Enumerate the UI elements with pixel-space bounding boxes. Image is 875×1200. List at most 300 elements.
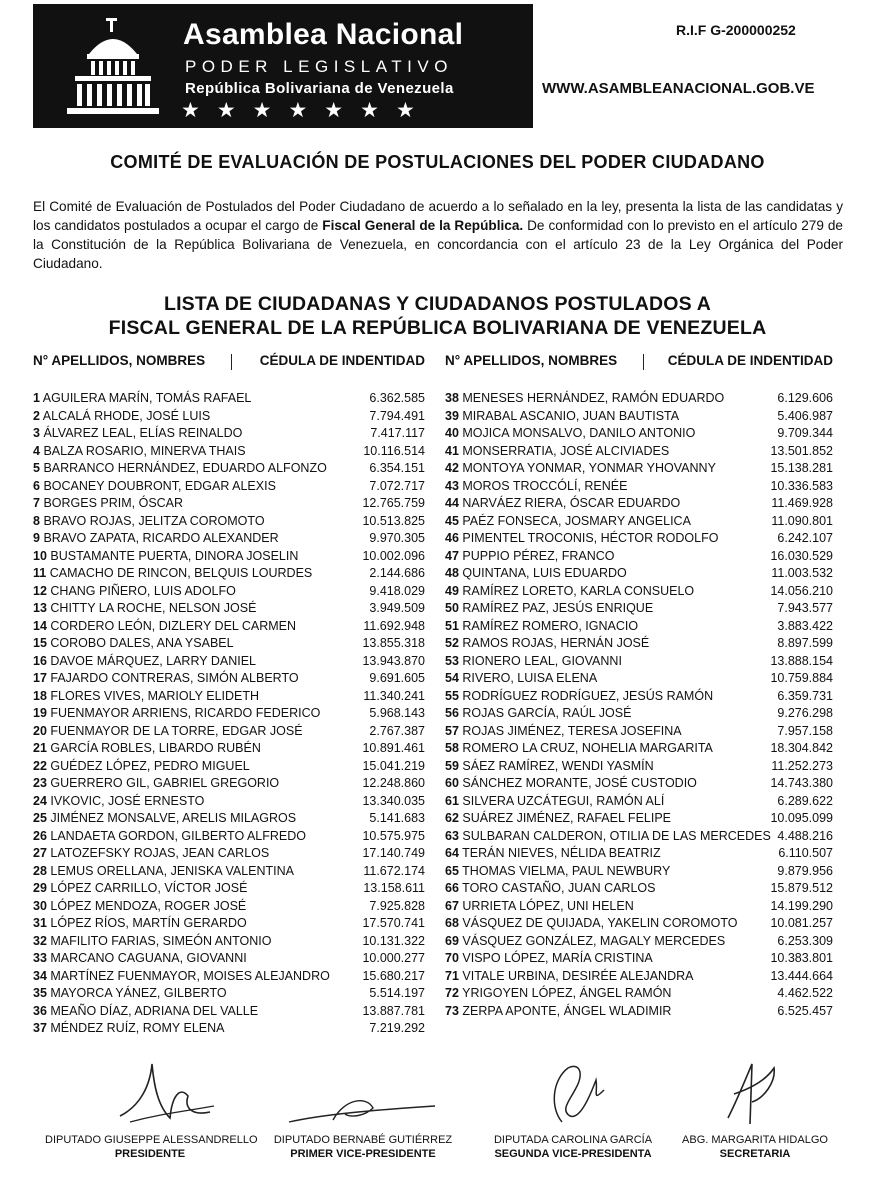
candidate-name: DAVOE MÁRQUEZ, LARRY DANIEL <box>50 653 256 668</box>
candidate-row <box>33 950 425 968</box>
candidate-id-number: 13.501.852 <box>770 443 833 458</box>
candidate-row <box>33 933 425 951</box>
candidate-row <box>33 635 425 653</box>
candidate-row <box>445 688 833 706</box>
candidate-row <box>33 600 425 618</box>
candidate-id-number: 10.336.583 <box>770 478 833 493</box>
candidate-name: LÓPEZ MENDOZA, ROGER JOSÉ <box>50 898 247 913</box>
candidate-number: 68 <box>445 916 459 930</box>
candidate-number: 66 <box>445 881 459 895</box>
candidate-name: JIMÉNEZ MONSALVE, ARELIS MILAGROS <box>50 811 297 825</box>
candidate-name: FUENMAYOR DE LA TORRE, EDGAR JOSÉ <box>50 723 303 738</box>
candidate-number: 14 <box>33 618 47 633</box>
candidate-name: PAÉZ FONSECA, JOSMARY ANGELICA <box>462 513 691 528</box>
candidate-name: FAJARDO CONTRERAS, SIMÓN ALBERTO <box>50 671 299 685</box>
candidate-id-number: 12.248.860 <box>362 776 425 790</box>
candidate-number: 12 <box>33 583 47 598</box>
candidate-id-number: 9.691.605 <box>369 671 425 685</box>
candidate-id-number: 5.514.197 <box>369 986 425 1000</box>
candidate-id-number: 17.140.749 <box>362 846 425 860</box>
candidate-id-number: 11.340.241 <box>363 688 425 703</box>
candidate-number: 51 <box>445 618 459 633</box>
candidate-number: 6 <box>33 478 40 493</box>
candidate-row <box>445 635 833 653</box>
candidate-name: MONSERRATIA, JOSÉ ALCIVIADES <box>462 443 670 458</box>
candidate-row <box>445 530 833 548</box>
candidate-row <box>33 810 425 828</box>
candidate-id-number: 4.462.522 <box>777 986 833 1000</box>
candidate-number: 5 <box>33 461 40 475</box>
candidate-name: BALZA ROSARIO, MINERVA THAIS <box>43 443 246 458</box>
candidate-id-number: 11.692.948 <box>363 618 425 633</box>
candidate-row <box>445 565 833 583</box>
candidate-name: LANDAETA GORDON, GILBERTO ALFREDO <box>50 828 307 843</box>
candidate-number: 63 <box>445 828 459 843</box>
candidate-id-number: 10.081.257 <box>770 916 833 930</box>
column-header-left <box>33 353 425 373</box>
candidate-number: 17 <box>33 671 47 685</box>
candidate-name: MARCANO CAGUANA, GIOVANNI <box>50 951 247 965</box>
candidate-name: LATOZEFSKY ROJAS, JEAN CARLOS <box>50 846 270 860</box>
candidate-id-number: 7.957.158 <box>777 723 833 738</box>
candidate-number: 57 <box>445 723 459 738</box>
candidate-number: 30 <box>33 898 47 913</box>
candidate-id-number: 11.003.532 <box>771 566 833 580</box>
candidate-id-number: 16.030.529 <box>770 548 833 563</box>
header-banner <box>33 4 533 128</box>
candidate-id-number: 11.252.273 <box>771 758 833 773</box>
candidate-row <box>445 950 833 968</box>
candidate-row <box>33 460 425 478</box>
candidate-id-number: 7.219.292 <box>369 1021 425 1035</box>
candidate-name: MAYORCA YÁNEZ, GILBERTO <box>50 986 227 1000</box>
candidate-name: COROBO DALES, ANA YSABEL <box>50 636 234 650</box>
candidate-name: RAMÍREZ LORETO, KARLA CONSUELO <box>462 583 695 598</box>
candidate-id-number: 11.090.801 <box>771 513 833 528</box>
signature-secretary-image <box>722 1058 782 1130</box>
candidate-number: 71 <box>445 968 459 983</box>
candidate-number: 15 <box>33 636 47 650</box>
candidate-number: 59 <box>445 758 459 773</box>
candidate-name: SUÁREZ JIMÉNEZ, RAFAEL FELIPE <box>462 811 672 825</box>
candidate-number: 43 <box>445 478 459 493</box>
candidate-id-number: 6.362.585 <box>369 391 425 405</box>
candidate-name: MIRABAL ASCANIO, JUAN BAUTISTA <box>462 408 680 423</box>
candidate-name: QUINTANA, LUIS EDUARDO <box>462 566 627 580</box>
candidate-name: MARTÍNEZ FUENMAYOR, MOISES ALEJANDRO <box>50 968 330 983</box>
candidate-name: MÉNDEZ RUÍZ, ROMY ELENA <box>50 1021 225 1035</box>
candidate-number: 10 <box>33 548 47 563</box>
candidate-number: 53 <box>445 653 459 668</box>
candidate-row <box>445 513 833 531</box>
candidate-name: RIVERO, LUISA ELENA <box>462 671 598 685</box>
candidate-name: THOMAS VIELMA, PAUL NEWBURY <box>462 863 671 878</box>
intro-text-end: De conformidad con lo previsto en el artículo 279 de la Constitución de la República Bolivariana de Venezuela, en concordancia con el artículo 23 de la Ley Orgánica del Poder Ciudadano. <box>33 218 843 271</box>
candidate-row <box>445 443 833 461</box>
candidate-number: 58 <box>445 741 459 755</box>
candidate-name: RAMÍREZ PAZ, JESÚS ENRIQUE <box>462 601 654 615</box>
candidate-id-number: 14.743.380 <box>770 776 833 790</box>
candidate-number: 49 <box>445 583 459 598</box>
candidate-id-number: 12.765.759 <box>362 496 425 510</box>
candidate-name: MONTOYA YONMAR, YONMAR YHOVANNY <box>462 461 716 475</box>
candidate-name: RAMOS ROJAS, HERNÁN JOSÉ <box>462 636 650 650</box>
candidate-name: BOCANEY DOUBRONT, EDGAR ALEXIS <box>43 478 276 493</box>
candidate-name: BRAVO ZAPATA, RICARDO ALEXANDER <box>43 531 279 545</box>
candidate-row <box>445 775 833 793</box>
candidate-name: YRIGOYEN LÓPEZ, ÁNGEL RAMÓN <box>462 986 672 1000</box>
candidate-id-number: 7.072.717 <box>369 478 425 493</box>
candidate-row <box>445 793 833 811</box>
candidate-name: RAMÍREZ ROMERO, IGNACIO <box>462 618 639 633</box>
candidate-row <box>33 565 425 583</box>
candidate-row <box>33 863 425 881</box>
org-subtitle: PODER LEGISLATIVO <box>185 57 453 76</box>
candidate-number: 23 <box>33 776 47 790</box>
candidate-name: MEAÑO DÍAZ, ADRIANA DEL VALLE <box>50 1003 259 1018</box>
candidate-number: 9 <box>33 531 40 545</box>
candidate-row <box>445 478 833 496</box>
candidate-name: SÁNCHEZ MORANTE, JOSÉ CUSTODIO <box>462 776 697 790</box>
candidate-id-number: 9.418.029 <box>369 583 425 598</box>
candidate-id-number: 7.943.577 <box>777 601 833 615</box>
candidate-row <box>445 425 833 443</box>
column-header-name: N° APELLIDOS, NOMBRES <box>33 353 206 368</box>
candidate-row <box>33 845 425 863</box>
candidate-row <box>33 1003 425 1021</box>
candidate-number: 22 <box>33 758 47 773</box>
candidate-id-number: 9.879.956 <box>777 863 833 878</box>
candidate-name: IVKOVIC, JOSÉ ERNESTO <box>50 793 205 808</box>
candidate-row <box>33 548 425 566</box>
candidate-id-number: 6.110.507 <box>778 846 833 860</box>
candidate-row <box>33 618 425 636</box>
candidate-id-number: 6.359.731 <box>777 688 833 703</box>
org-country: República Bolivariana de Venezuela <box>185 80 454 97</box>
candidate-id-number: 4.488.216 <box>777 828 833 843</box>
candidate-id-number: 7.417.117 <box>370 426 425 440</box>
candidate-id-number: 9.709.344 <box>777 426 833 440</box>
candidate-id-number: 15.138.281 <box>770 461 833 475</box>
candidate-id-number: 13.444.664 <box>770 968 833 983</box>
candidate-name: BARRANCO HERNÁNDEZ, EDUARDO ALFONZO <box>43 461 327 475</box>
candidate-row <box>445 618 833 636</box>
candidate-row <box>445 810 833 828</box>
candidate-id-number: 10.002.096 <box>362 548 425 563</box>
candidate-name: MENESES HERNÁNDEZ, RAMÓN EDUARDO <box>462 391 725 405</box>
candidate-name: BRAVO ROJAS, JELITZA COROMOTO <box>43 513 265 528</box>
candidate-row <box>33 443 425 461</box>
candidate-id-number: 10.131.322 <box>362 933 425 948</box>
candidate-number: 52 <box>445 636 459 650</box>
column-header-name: N° APELLIDOS, NOMBRES <box>445 353 618 368</box>
candidate-id-number: 10.891.461 <box>362 741 425 755</box>
candidate-number: 45 <box>445 513 459 528</box>
candidate-number: 11 <box>33 566 47 580</box>
candidate-row <box>445 933 833 951</box>
candidate-number: 35 <box>33 986 47 1000</box>
candidate-id-number: 17.570.741 <box>362 916 425 930</box>
candidate-number: 72 <box>445 986 459 1000</box>
candidate-row <box>33 408 425 426</box>
candidate-name: VISPO LÓPEZ, MARÍA CRISTINA <box>462 951 653 965</box>
candidate-name: FLORES VIVES, MARIOLY ELIDETH <box>50 688 260 703</box>
candidate-number: 28 <box>33 863 47 878</box>
candidate-id-number: 6.289.622 <box>777 793 833 808</box>
candidate-number: 32 <box>33 933 47 948</box>
candidate-number: 16 <box>33 653 47 668</box>
stars-row: ★★★★★★★ <box>181 99 432 122</box>
signature-first-vice-image <box>285 1092 445 1128</box>
candidate-number: 25 <box>33 811 47 825</box>
candidate-number: 67 <box>445 898 459 913</box>
candidate-row <box>445 845 833 863</box>
candidate-number: 26 <box>33 828 47 843</box>
candidate-number: 70 <box>445 951 459 965</box>
candidate-id-number: 10.575.975 <box>362 828 425 843</box>
candidate-id-number: 5.141.683 <box>369 811 425 825</box>
candidate-row <box>445 670 833 688</box>
candidate-row <box>33 670 425 688</box>
candidate-row <box>445 1003 833 1021</box>
candidate-row <box>445 583 833 601</box>
candidate-id-number: 13.888.154 <box>770 653 833 668</box>
candidate-number: 21 <box>33 741 47 755</box>
candidate-number: 44 <box>445 496 459 510</box>
candidate-number: 38 <box>445 391 459 405</box>
candidate-row <box>33 793 425 811</box>
candidate-name: VITALE URBINA, DESIRÉE ALEJANDRA <box>462 968 694 983</box>
candidate-name: ROJAS JIMÉNEZ, TERESA JOSEFINA <box>462 723 682 738</box>
candidate-number: 33 <box>33 951 47 965</box>
candidate-id-number: 6.253.309 <box>777 933 833 948</box>
candidate-row <box>33 985 425 1003</box>
signer-name-1: DIPUTADO GIUSEPPE ALESSANDRELLO <box>45 1134 258 1146</box>
candidate-number: 37 <box>33 1021 47 1035</box>
candidate-number: 29 <box>33 881 47 895</box>
candidate-id-number: 14.056.210 <box>770 583 833 598</box>
candidate-row <box>33 495 425 513</box>
candidate-id-number: 6.129.606 <box>777 391 833 405</box>
candidate-id-number: 11.672.174 <box>363 863 425 878</box>
candidate-id-number: 7.794.491 <box>369 408 425 423</box>
candidate-row <box>33 583 425 601</box>
candidate-name: VÁSQUEZ DE QUIJADA, YAKELIN COROMOTO <box>462 916 738 930</box>
candidate-number: 69 <box>445 933 459 948</box>
candidate-number: 55 <box>445 688 459 703</box>
column-divider <box>643 354 644 370</box>
candidate-id-number: 13.943.870 <box>362 653 425 668</box>
candidate-id-number: 9.276.298 <box>777 706 833 720</box>
candidate-row <box>445 740 833 758</box>
candidate-name: ALCALÁ RHODE, JOSÉ LUIS <box>42 408 211 423</box>
candidate-number: 24 <box>33 793 47 808</box>
candidate-id-number: 14.199.290 <box>770 898 833 913</box>
candidate-name: GUÉDEZ LÓPEZ, PEDRO MIGUEL <box>50 758 250 773</box>
candidate-id-number: 15.041.219 <box>362 758 425 773</box>
candidate-row <box>445 600 833 618</box>
candidate-id-number: 2.144.686 <box>369 566 425 580</box>
candidate-number: 3 <box>33 426 40 440</box>
candidate-name: RIONERO LEAL, GIOVANNI <box>462 653 622 668</box>
list-title-line-1: LISTA DE CIUDADANAS Y CIUDADANOS POSTULADOS A <box>163 293 712 315</box>
candidate-id-number: 10.000.277 <box>362 951 425 965</box>
candidate-name: MAFILITO FARIAS, SIMEÓN ANTONIO <box>50 933 272 948</box>
signer-role-4: SECRETARIA <box>719 1148 791 1160</box>
signer-name-4: ABG. MARGARITA HIDALGO <box>682 1134 828 1146</box>
candidate-number: 19 <box>33 706 47 720</box>
candidate-name: VÁSQUEZ GONZÁLEZ, MAGALY MERCEDES <box>462 933 726 948</box>
candidate-name: TORO CASTAÑO, JUAN CARLOS <box>462 881 656 895</box>
candidate-id-number: 13.855.318 <box>362 636 425 650</box>
candidate-row <box>33 775 425 793</box>
candidate-row <box>445 968 833 986</box>
candidate-name: MOJICA MONSALVO, DANILO ANTONIO <box>462 426 696 440</box>
candidate-id-number: 10.116.514 <box>363 443 425 458</box>
candidate-id-number: 8.897.599 <box>777 636 833 650</box>
candidate-name: LÓPEZ CARRILLO, VÍCTOR JOSÉ <box>50 881 248 895</box>
candidate-id-number: 11.469.928 <box>771 496 833 510</box>
candidate-number: 8 <box>33 513 40 528</box>
candidate-row <box>445 915 833 933</box>
candidate-number: 47 <box>445 548 459 563</box>
candidate-row <box>33 653 425 671</box>
candidate-name: FUENMAYOR ARRIENS, RICARDO FEDERICO <box>50 706 321 720</box>
candidate-id-number: 7.925.828 <box>369 898 425 913</box>
candidate-row <box>33 723 425 741</box>
candidate-row <box>33 705 425 723</box>
candidate-row <box>33 1020 425 1038</box>
candidate-number: 18 <box>33 688 47 703</box>
candidate-id-number: 10.095.099 <box>770 811 833 825</box>
candidate-row <box>33 880 425 898</box>
candidate-row <box>33 968 425 986</box>
candidate-name: SÁEZ RAMÍREZ, WENDI YASMÍN <box>462 758 654 773</box>
candidate-number: 27 <box>33 846 47 860</box>
candidate-number: 34 <box>33 968 47 983</box>
candidate-row <box>445 390 833 408</box>
candidate-name: BORGES PRIM, ÓSCAR <box>43 496 184 510</box>
candidate-number: 60 <box>445 776 459 790</box>
candidate-name: SILVERA UZCÁTEGUI, RAMÓN ALÍ <box>462 793 665 808</box>
candidate-number: 65 <box>445 863 459 878</box>
candidate-id-number: 6.525.457 <box>777 1003 833 1018</box>
candidate-name: CAMACHO DE RINCON, BELQUIS LOURDES <box>49 566 313 580</box>
candidate-name: PIMENTEL TROCONIS, HÉCTOR RODOLFO <box>462 531 719 545</box>
candidate-id-number: 6.354.151 <box>369 461 425 475</box>
column-divider <box>231 354 232 370</box>
candidate-name: GUERRERO GIL, GABRIEL GREGORIO <box>50 776 280 790</box>
candidate-row <box>33 898 425 916</box>
candidate-row <box>445 408 833 426</box>
candidate-name: LÓPEZ RÍOS, MARTÍN GERARDO <box>50 916 247 930</box>
signature-president-image <box>110 1056 220 1126</box>
candidate-number: 41 <box>445 443 459 458</box>
intro-text-start: El Comité de Evaluación de Postulados del Poder Ciudadano de acuerdo a lo señalado en la ley, presenta la lista de las candidatas y los candidatos postulados a ocupar el cargo de <box>33 199 843 233</box>
candidate-row <box>33 530 425 548</box>
candidate-name: GARCÍA ROBLES, LIBARDO RUBÉN <box>50 741 261 755</box>
column-header-id: CÉDULA DE INDENTIDAD <box>259 353 425 368</box>
candidate-id-number: 15.680.217 <box>362 968 425 983</box>
candidate-name: CORDERO LEÓN, DIZLERY DEL CARMEN <box>50 618 297 633</box>
signer-name-2: DIPUTADO BERNABÉ GUTIÉRREZ <box>273 1134 453 1146</box>
candidate-number: 61 <box>445 793 459 808</box>
candidate-row <box>33 828 425 846</box>
candidate-row <box>33 390 425 408</box>
candidate-number: 50 <box>445 601 459 615</box>
candidate-name: SULBARAN CALDERON, OTILIA DE LAS MERCEDES <box>462 828 771 843</box>
list-title-line-2: FISCAL GENERAL DE LA REPÚBLICA BOLIVARIANA DE VENEZUELA <box>108 317 767 339</box>
intro-text-bold: Fiscal General de la República. <box>322 218 524 233</box>
candidate-row <box>445 863 833 881</box>
candidate-number: 36 <box>33 1003 47 1018</box>
website-link[interactable]: WWW.ASAMBLEANACIONAL.GOB.VE <box>542 80 815 97</box>
candidate-id-number: 2.767.387 <box>369 723 425 738</box>
signer-name-3: DIPUTADA CAROLINA GARCÍA <box>493 1134 653 1146</box>
candidate-name: ÁLVAREZ LEAL, ELÍAS REINALDO <box>43 426 243 440</box>
candidate-name: AGUILERA MARÍN, TOMÁS RAFAEL <box>42 391 252 405</box>
signature-second-vice-image <box>540 1060 610 1130</box>
candidate-id-number: 3.949.509 <box>369 601 425 615</box>
candidate-row <box>445 828 833 846</box>
committee-title: COMITÉ DE EVALUACIÓN DE POSTULACIONES DEL PODER CIUDADANO <box>110 152 765 172</box>
column-header-id: CÉDULA DE INDENTIDAD <box>667 353 833 368</box>
candidate-id-number: 18.304.842 <box>770 741 833 755</box>
candidate-name: URRIETA LÓPEZ, UNI HELEN <box>462 898 634 913</box>
candidate-row <box>445 495 833 513</box>
candidate-number: 31 <box>33 916 47 930</box>
candidate-number: 39 <box>445 408 459 423</box>
candidate-id-number: 5.406.987 <box>777 408 833 423</box>
signer-role-2: PRIMER VICE-PRESIDENTE <box>290 1148 436 1160</box>
candidate-number: 1 <box>33 391 40 405</box>
candidate-number: 4 <box>33 443 40 458</box>
candidate-row <box>445 723 833 741</box>
signer-role-1: PRESIDENTE <box>114 1148 186 1160</box>
candidate-number: 40 <box>445 426 459 440</box>
candidate-row <box>445 653 833 671</box>
candidate-row <box>33 513 425 531</box>
candidate-number: 13 <box>33 601 47 615</box>
capitol-logo-icon <box>51 14 175 122</box>
intro-paragraph <box>33 197 843 273</box>
candidate-id-number: 5.968.143 <box>369 706 425 720</box>
candidate-row <box>445 460 833 478</box>
candidate-name: BUSTAMANTE PUERTA, DINORA JOSELIN <box>50 548 299 563</box>
candidate-name: LEMUS ORELLANA, JENISKA VALENTINA <box>50 863 294 878</box>
candidate-id-number: 10.513.825 <box>362 513 425 528</box>
candidate-id-number: 6.242.107 <box>777 531 833 545</box>
candidate-name: CHANG PIÑERO, LUIS ADOLFO <box>50 583 236 598</box>
candidate-id-number: 13.158.611 <box>363 881 425 895</box>
candidate-number: 56 <box>445 706 459 720</box>
candidate-number: 20 <box>33 723 47 738</box>
candidate-row <box>33 688 425 706</box>
rif-number: R.I.F G-200000252 <box>676 22 796 38</box>
candidate-id-number: 13.887.781 <box>362 1003 425 1018</box>
candidate-row <box>33 758 425 776</box>
candidate-name: ROJAS GARCÍA, RAÚL JOSÉ <box>462 706 632 720</box>
list-title <box>0 292 875 340</box>
candidate-row <box>33 915 425 933</box>
candidate-list-left <box>33 390 425 1038</box>
org-name: Asamblea Nacional <box>183 18 464 51</box>
candidate-row <box>445 758 833 776</box>
candidate-name: RODRÍGUEZ RODRÍGUEZ, JESÚS RAMÓN <box>462 688 714 703</box>
candidate-number: 64 <box>445 846 459 860</box>
candidate-number: 54 <box>445 671 459 685</box>
candidate-number: 46 <box>445 531 459 545</box>
